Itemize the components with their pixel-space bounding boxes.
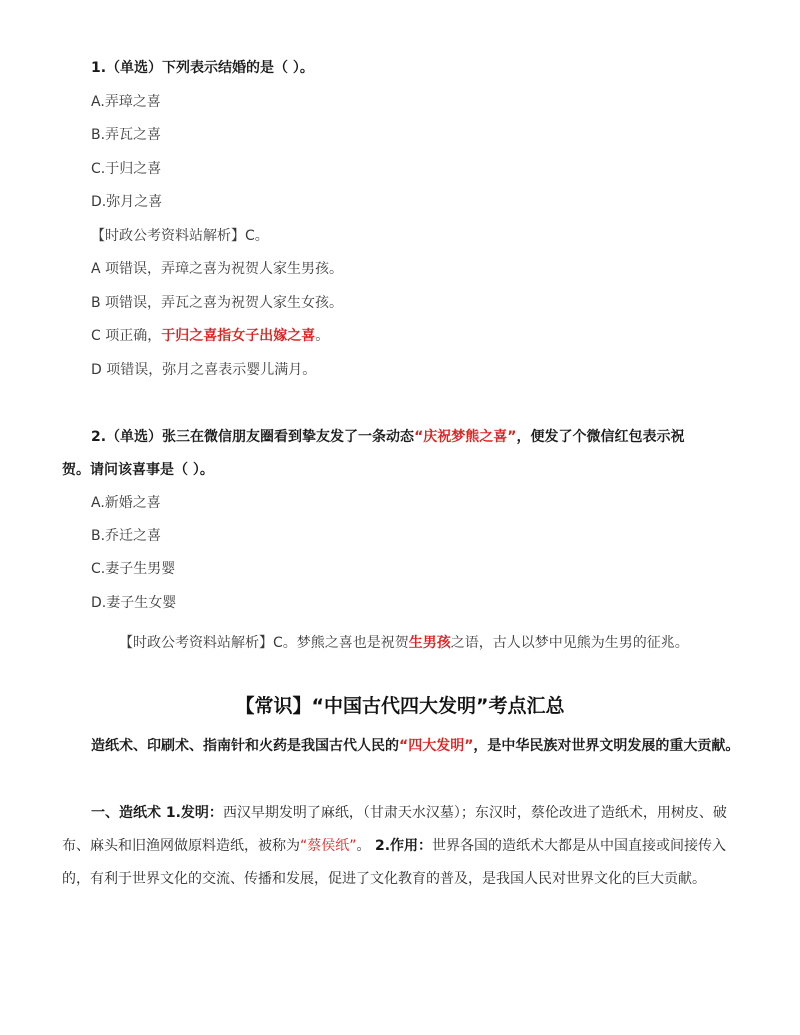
intro-highlight: “四大发明” <box>399 738 474 754</box>
q1-option-c: C.于归之喜 <box>91 161 162 177</box>
q1-stem: 1.（单选）下列表示结婚的是（ ）。 <box>91 60 314 76</box>
q2-stem-line1 <box>91 427 684 447</box>
q1-analysis-a: A 项错误，弄璋之喜为祝贺人家生男孩。 <box>91 261 344 277</box>
q1-option-a: A.弄璋之喜 <box>91 94 161 110</box>
q1-analysis-d: D 项错误，弥月之喜表示婴儿满月。 <box>91 362 317 378</box>
q2-analysis-prefix: 【时政公考资料站解析】C。梦熊之喜也是祝贺 <box>119 635 409 651</box>
p1-label: 一、造纸术 1.发明： <box>91 805 223 821</box>
section-title: 【常识】“中国古代四大发明”考点汇总 <box>235 695 565 717</box>
q2-analysis <box>119 633 689 653</box>
q1-analysis-b: B 项错误，弄瓦之喜为祝贺人家生女孩。 <box>91 295 344 311</box>
q1-c-prefix: C 项正确， <box>91 328 162 344</box>
q1-analysis-head: 【时政公考资料站解析】C。 <box>91 228 269 244</box>
p1-label2: 2.作用： <box>374 838 433 854</box>
q2-option-a: A.新婚之喜 <box>91 495 161 511</box>
q1-option-b: B.弄瓦之喜 <box>91 127 162 143</box>
q1-c-highlight: 于归之喜指女子出嫁之喜 <box>161 328 316 344</box>
q1-analysis-c <box>91 326 329 346</box>
q1-option-d: D.弥月之喜 <box>91 194 163 210</box>
intro-suffix: ，是中华民族对世界文明发展的重大贡献。 <box>473 738 740 754</box>
q2-stem-part1: 2.（单选）张三在微信朋友圈看到挚友发了一条动态 <box>91 429 415 445</box>
p1-text1: 西汉早期发明了麻纸，（甘肃天水汉墓）；东汉时，蔡伦改进了造纸术，用树皮、破布、麻头和旧渔网做原料造纸，被称为 <box>62 805 727 854</box>
p1-text3: 世界各国的造纸术大都是从中国直接或间接传入的，有利于世界文化的交流、传播和发展，促进了文化教育的普及，是我国人民对世界文化的巨大贡献。 <box>62 838 727 887</box>
q2-stem-highlight: “庆祝梦熊之喜” <box>414 429 517 445</box>
q2-stem-line2: 贺。请问该喜事是（ ）。 <box>62 462 214 478</box>
section-intro <box>91 736 739 756</box>
papermaking-paragraph <box>62 797 740 896</box>
q2-option-b: B.乔迁之喜 <box>91 528 162 544</box>
q1-c-suffix: 。 <box>315 328 330 344</box>
q2-analysis-suffix: 之语，古人以梦中见熊为生男的征兆。 <box>450 635 689 651</box>
q2-option-d: D.妻子生女婴 <box>91 595 177 611</box>
intro-prefix: 造纸术、印刷术、指南针和火药是我国古代人民的 <box>91 738 399 754</box>
p1-text2: 。 <box>356 838 375 854</box>
q2-analysis-highlight: 生男孩 <box>408 635 451 651</box>
q2-stem-part2: ，便发了个微信红包表示祝 <box>516 429 685 445</box>
p1-highlight: “蔡侯纸” <box>300 838 357 854</box>
q2-option-c: C.妻子生男婴 <box>91 561 176 577</box>
